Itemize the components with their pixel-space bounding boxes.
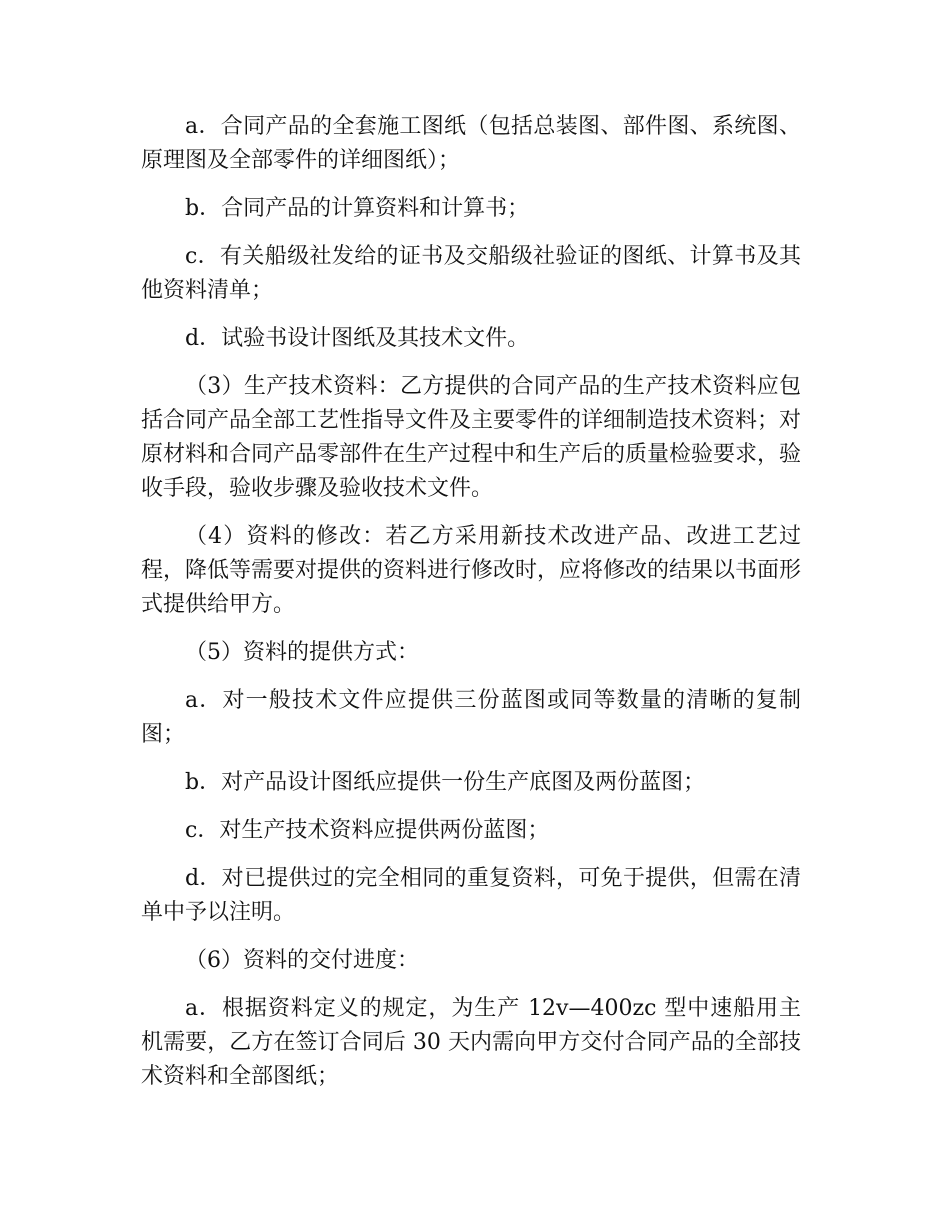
paragraph-c-classification-certificates: c．有关船级社发给的证书及交船级社验证的图纸、计算书及其他资料清单； [141, 244, 801, 303]
paragraph-a-construction-drawings: a．合同产品的全套施工图纸（包括总装图、部件图、系统图、原理图及全部零件的详细图纸）； [141, 114, 801, 173]
section-3-production-technical-data: （3）生产技术资料：乙方提供的合同产品的生产技术资料应包括合同产品全部工艺性指导文件及主要零件的详细制造技术资料；对原材料和合同产品零部件在生产过程中和生产后的质量检验要求，验收手段，验收步骤及验收技术文件。 [141, 374, 802, 501]
section-6-delivery-schedule-heading: （6）资料的交付进度： [185, 948, 419, 973]
paragraph-b-product-design-drawings: b．对产品设计图纸应提供一份生产底图及两份蓝图； [185, 770, 706, 795]
paragraph-a-delivery-deadline: a．根据资料定义的规定，为生产 12v—400zc 型中速船用主机需要，乙方在签订合同后 30 天内需向甲方交付合同产品的全部技术资料和全部图纸； [141, 996, 801, 1089]
paragraph-a-general-technical-files: a．对一般技术文件应提供三份蓝图或同等数量的清晰的复制图； [141, 688, 801, 747]
paragraph-b-calculation-materials: b．合同产品的计算资料和计算书； [185, 196, 530, 221]
document-body [141, 110, 801, 1108]
section-5-delivery-method-heading: （5）资料的提供方式： [185, 640, 419, 665]
paragraph-d-test-design-drawings: d．试验书设计图纸及其技术文件。 [185, 326, 530, 351]
paragraph-d-duplicate-data: d．对已提供过的完全相同的重复资料，可免于提供，但需在清单中予以注明。 [141, 866, 801, 925]
section-4-data-modification: （4）资料的修改：若乙方采用新技术改进产品、改进工艺过程，降低等需要对提供的资料进行修改时，应将修改的结果以书面形式提供给甲方。 [141, 524, 802, 617]
paragraph-c-production-technical-data: c．对生产技术资料应提供两份蓝图； [185, 818, 550, 843]
